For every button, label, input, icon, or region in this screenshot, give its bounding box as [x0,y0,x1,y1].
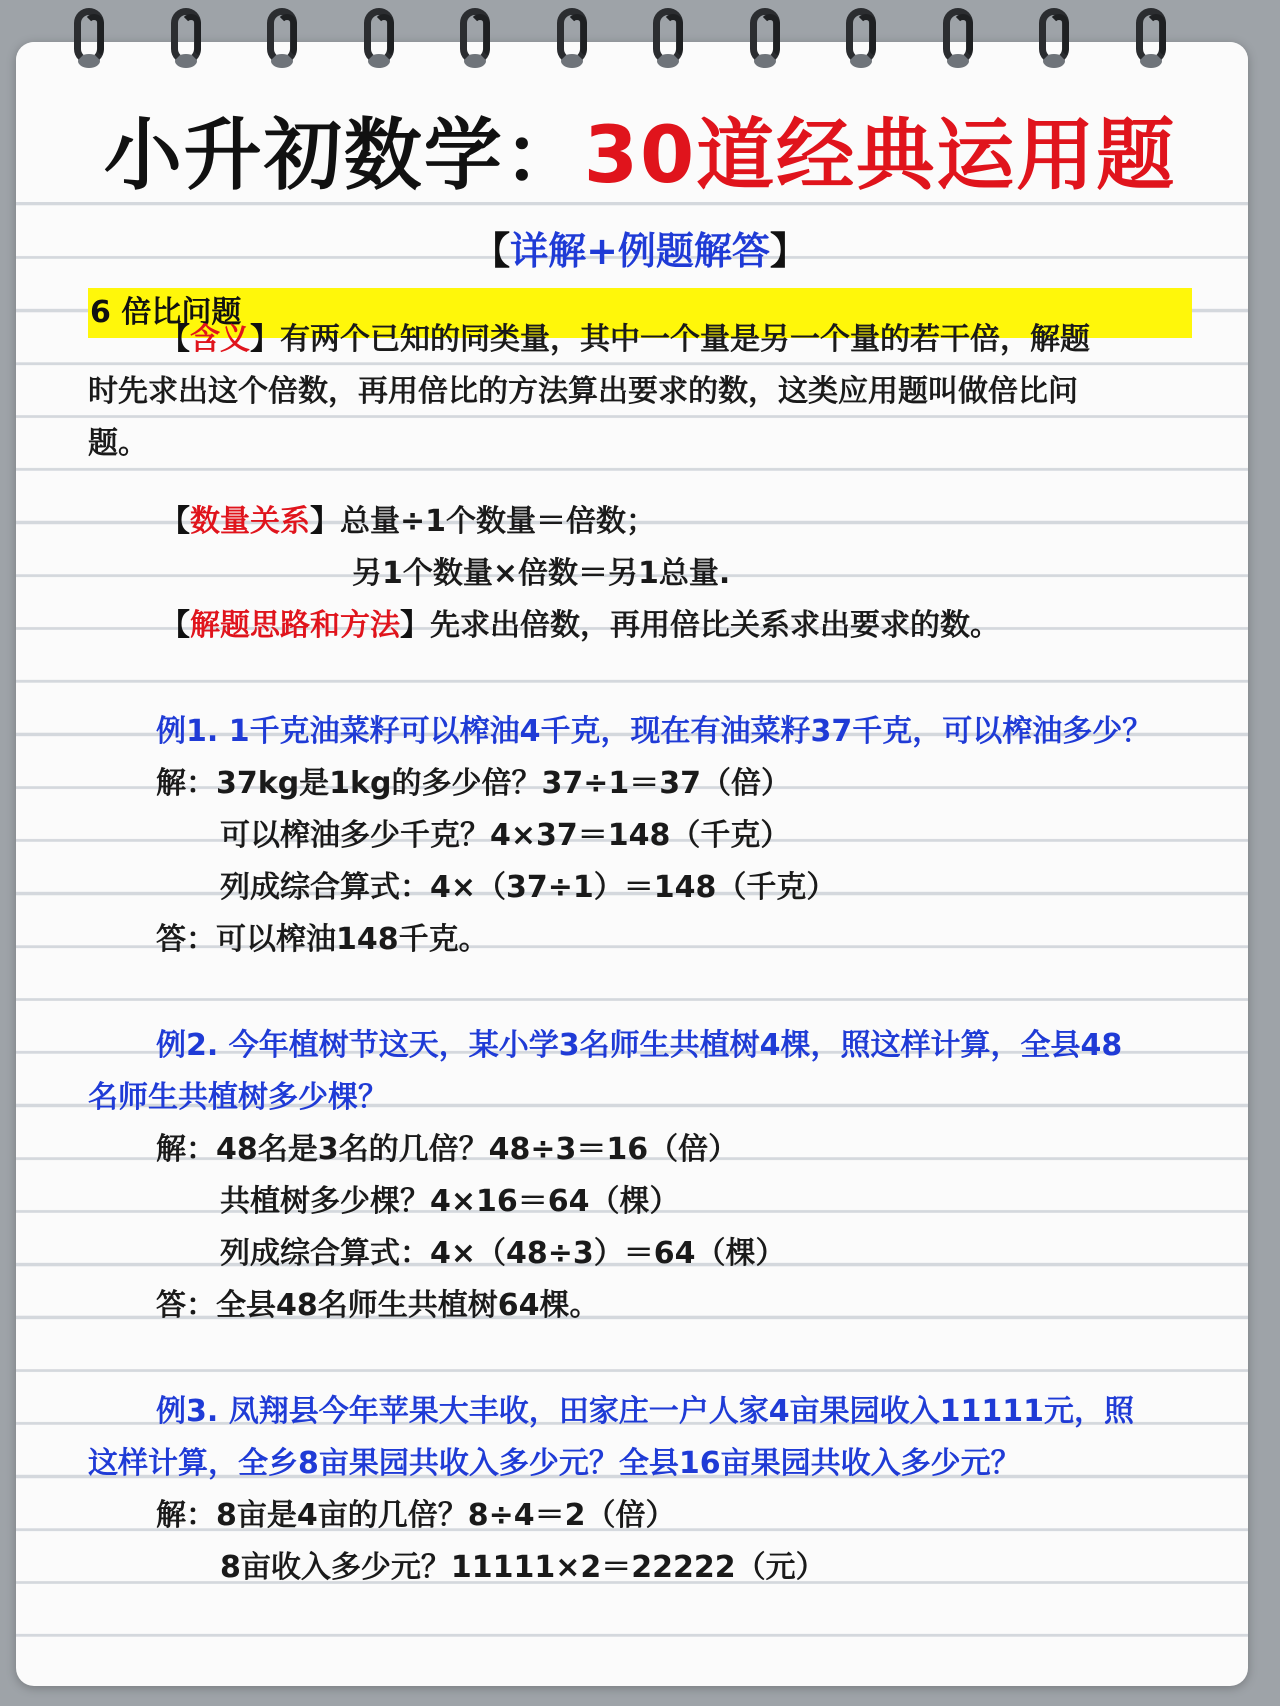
definition-line-1: 【含义】有两个已知的同类量，其中一个量是另一个量的若干倍，解题 [160,322,1090,357]
binding-coil-inner [374,14,394,58]
example-2-question-1: 例2. 今年植树节这天，某小学3名师生共植树4棵，照这样计算，全县48 [156,1028,1123,1063]
binding-ring [70,8,114,78]
relation-text-1: 总量÷1个数量＝倍数； [340,504,657,539]
method-tag: 解题思路和方法 [190,608,400,643]
example-2-solution-3: 列成综合算式：4×（48÷3）＝64（棵） [220,1236,786,1271]
binding-coil-inner [1146,14,1166,58]
binding-ring [842,8,886,78]
binding-coil-inner [181,14,201,58]
example-2-solution-2: 共植树多少棵？4×16＝64（棵） [220,1184,680,1219]
relation-tag: 数量关系 [190,504,310,539]
page-title [0,108,1280,204]
binding-coil-inner [470,14,490,58]
binding-ring [1035,8,1079,78]
relation-line-2: 另1个数量×倍数＝另1总量. [352,556,731,591]
binding-coil-inner [953,14,973,58]
example-2-question-2: 名师生共植树多少棵？ [88,1080,388,1115]
definition-line-2: 时先求出这个倍数，再用倍比的方法算出要求的数，这类应用题叫做倍比问 [88,374,1078,409]
subtitle-text: 详解+例题解答 [510,229,770,273]
binding-ring [553,8,597,78]
binding-ring [649,8,693,78]
example-1-question-1: 例1. 1千克油菜籽可以榨油4千克，现在有油菜籽37千克，可以榨油多少？ [156,714,1153,749]
subtitle-bracket-open: 【 [472,229,511,273]
definition-text-1: 有两个已知的同类量，其中一个量是另一个量的若干倍，解题 [280,322,1090,357]
binding-coil-inner [856,14,876,58]
example-1-answer: 答：可以榨油148千克。 [156,922,489,957]
title-part-red: 30道经典运用题 [583,111,1177,201]
example-3-solution-1: 解：8亩是4亩的几倍？8÷4＝2（倍） [156,1498,676,1533]
example-2-solution-1: 解：48名是3名的几倍？48÷3＝16（倍） [156,1132,739,1167]
subtitle-bracket-close: 】 [769,229,808,273]
title-part-black: 小升初数学： [103,111,584,201]
method-line: 【解题思路和方法】先求出倍数，再用倍比关系求出要求的数。 [160,608,1000,643]
page-subtitle [0,226,1280,276]
binding-coil-inner [663,14,683,58]
spiral-binding [0,0,1280,90]
example-3-question-2: 这样计算，全乡8亩果园共收入多少元？全县16亩果园共收入多少元？ [88,1446,1021,1481]
binding-ring [456,8,500,78]
binding-ring [360,8,404,78]
binding-coil-inner [760,14,780,58]
relation-line-1: 【数量关系】总量÷1个数量＝倍数； [160,504,657,539]
binding-ring [263,8,307,78]
binding-ring [1132,8,1176,78]
example-1-solution-3: 列成综合算式：4×（37÷1）＝148（千克） [220,870,837,905]
binding-ring [939,8,983,78]
method-text: 先求出倍数，再用倍比关系求出要求的数。 [430,608,1000,643]
binding-ring [167,8,211,78]
binding-coil-inner [1049,14,1069,58]
binding-coil-inner [567,14,587,58]
example-2-answer: 答：全县48名师生共植树64棵。 [156,1288,600,1323]
example-3-question-1: 例3. 凤翔县今年苹果大丰收，田家庄一户人家4亩果园收入11111元，照 [156,1394,1134,1429]
binding-coil-inner [277,14,297,58]
example-1-solution-2: 可以榨油多少千克？4×37＝148（千克） [220,818,791,853]
example-1-solution-1: 解：37kg是1kg的多少倍？37÷1＝37（倍） [156,766,791,801]
binding-coil-inner [84,14,104,58]
definition-tag: 含义 [190,322,250,357]
definition-line-3: 题。 [88,426,148,461]
section-title: 6 倍比问题 [90,295,242,330]
binding-ring [746,8,790,78]
example-3-solution-2: 8亩收入多少元？11111×2＝22222（元） [220,1550,826,1585]
